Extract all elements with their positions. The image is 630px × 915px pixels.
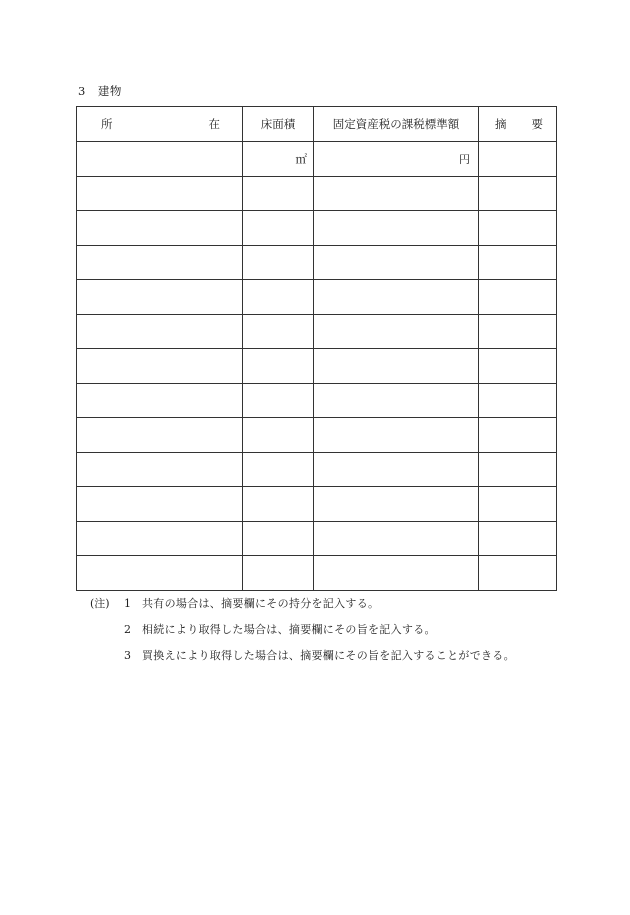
location-cell[interactable] [77,418,243,453]
floor-area-cell[interactable] [243,487,314,522]
remarks-cell[interactable] [479,211,557,246]
currency-unit: 円 [459,152,470,166]
tax-base-cell[interactable] [314,418,479,453]
section-heading: 建物 [97,84,122,98]
header-remarks [479,107,557,142]
note-number: 1 [124,597,131,610]
table-row [77,245,557,280]
table-row [77,142,557,177]
header-tax-base: 固定資産税の課税標準額 [314,107,479,142]
section-title [78,83,122,99]
location-cell[interactable] [77,383,243,418]
floor-area-cell[interactable] [243,556,314,591]
remarks-cell[interactable] [479,349,557,384]
note-text: 相続により取得した場合は、摘要欄にその旨を記入する。 [142,623,436,636]
tax-base-cell[interactable] [314,556,479,591]
remarks-cell[interactable] [479,176,557,211]
floor-area-cell[interactable] [243,245,314,280]
header-row [77,107,557,142]
remarks-cell[interactable] [479,556,557,591]
location-cell[interactable] [77,452,243,487]
tax-base-cell[interactable] [314,487,479,522]
floor-area-cell[interactable] [243,349,314,384]
table-row [77,418,557,453]
header-location-char2: 在 [208,117,220,131]
remarks-cell[interactable] [479,383,557,418]
table-row [77,314,557,349]
remarks-cell[interactable] [479,452,557,487]
location-cell[interactable] [77,142,243,177]
floor-area-cell[interactable] [243,280,314,315]
location-cell[interactable] [77,245,243,280]
note-number: 2 [124,623,131,636]
table-row [77,383,557,418]
building-table [76,106,557,591]
table-row [77,487,557,522]
remarks-cell[interactable] [479,314,557,349]
tax-base-cell[interactable] [314,314,479,349]
tax-base-cell[interactable] [314,245,479,280]
header-remarks-char2: 要 [531,117,543,131]
table-row [77,556,557,591]
floor-area-cell[interactable] [243,452,314,487]
tax-base-cell[interactable] [314,142,479,177]
notes-prefix: (注) [90,597,110,610]
table-row [77,349,557,384]
header-location-char1: 所 [101,117,113,131]
floor-area-cell[interactable] [243,142,314,177]
table-row [77,452,557,487]
header-location [77,107,243,142]
location-cell[interactable] [77,556,243,591]
location-cell[interactable] [77,280,243,315]
location-cell[interactable] [77,521,243,556]
location-cell[interactable] [77,314,243,349]
remarks-cell[interactable] [479,280,557,315]
floor-area-cell[interactable] [243,383,314,418]
floor-area-cell[interactable] [243,418,314,453]
table-row [77,211,557,246]
tax-base-cell[interactable] [314,280,479,315]
floor-area-cell[interactable] [243,314,314,349]
remarks-cell[interactable] [479,142,557,177]
location-cell[interactable] [77,176,243,211]
location-cell[interactable] [77,349,243,384]
section-number: 3 [78,84,86,98]
remarks-cell[interactable] [479,487,557,522]
tax-base-cell[interactable] [314,176,479,211]
table-row [77,521,557,556]
floor-area-cell[interactable] [243,176,314,211]
tax-base-cell[interactable] [314,452,479,487]
header-floor-area: 床面積 [243,107,314,142]
tax-base-cell[interactable] [314,521,479,556]
table-row [77,176,557,211]
remarks-cell[interactable] [479,521,557,556]
location-cell[interactable] [77,211,243,246]
floor-area-cell[interactable] [243,211,314,246]
remarks-cell[interactable] [479,245,557,280]
remarks-cell[interactable] [479,418,557,453]
note-text: 共有の場合は、摘要欄にその持分を記入する。 [142,597,380,610]
area-unit: ㎡ [295,151,307,166]
location-cell[interactable] [77,487,243,522]
floor-area-cell[interactable] [243,521,314,556]
header-remarks-char1: 摘 [495,117,507,131]
note-text: 買換えにより取得した場合は、摘要欄にその旨を記入することができる。 [142,649,515,662]
table-row [77,280,557,315]
tax-base-cell[interactable] [314,383,479,418]
tax-base-cell[interactable] [314,349,479,384]
tax-base-cell[interactable] [314,211,479,246]
note-number: 3 [124,649,131,662]
